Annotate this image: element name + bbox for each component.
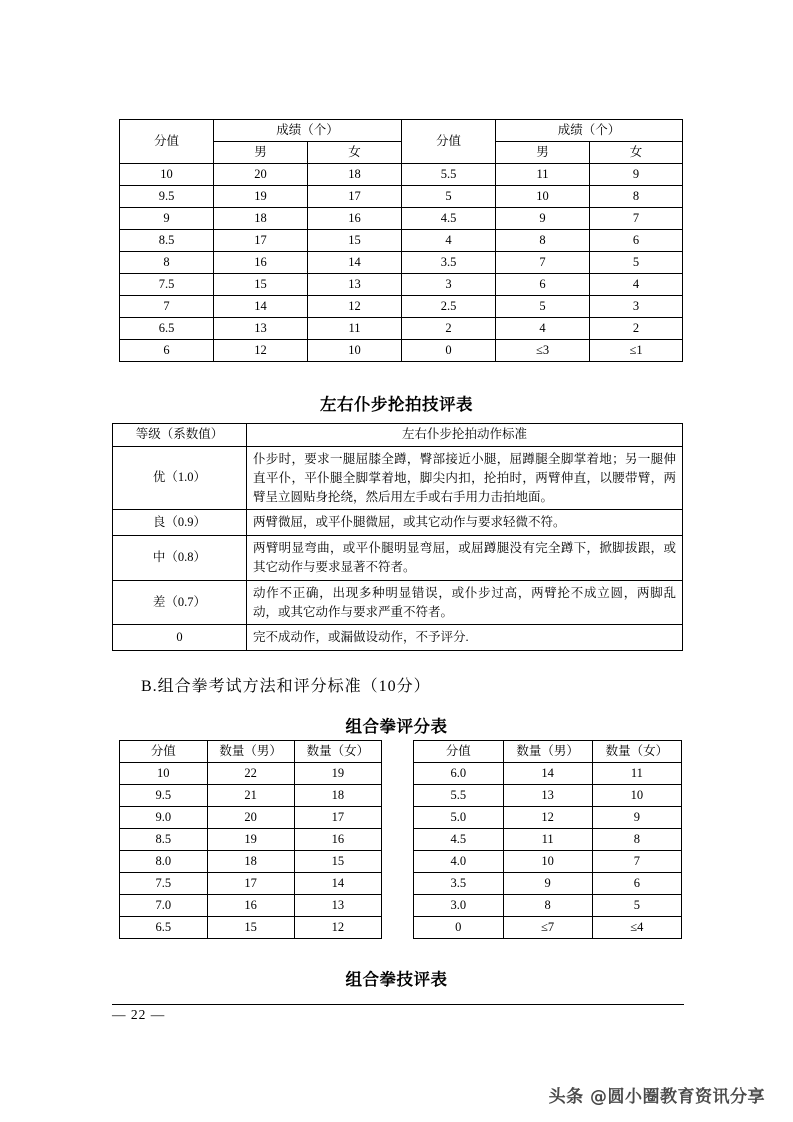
- header-standard: 左右仆步抡拍动作标准: [247, 424, 683, 447]
- cell-score-right: 4.5: [402, 208, 496, 230]
- cell-score-right: 5.5: [402, 164, 496, 186]
- header-count-female: 数量（女）: [294, 741, 381, 763]
- cell-male-left: 16: [214, 252, 308, 274]
- table-row: [113, 536, 683, 581]
- pubu-table-title: 左右仆步抡拍技评表: [320, 395, 473, 414]
- cell-score: 4.5: [414, 829, 504, 851]
- cell-female-left: 18: [308, 164, 402, 186]
- cell-male-right: 10: [496, 186, 590, 208]
- watermark-text: 头条 @圆小圈教育资讯分享: [548, 1087, 765, 1107]
- cell-male-right: 7: [496, 252, 590, 274]
- cell-male: 12: [503, 807, 592, 829]
- page-number: — 22 —: [112, 1007, 166, 1022]
- cell-female: 11: [592, 763, 681, 785]
- cell-standard-description: 动作不正确，出现多种明显错误，或仆步过高，两臂抡不成立圆，两脚乱动，或其它动作与要求严重不符者。: [247, 580, 683, 625]
- pubu-grade-table: [112, 423, 683, 651]
- table-header-row: [113, 424, 683, 447]
- table-row: [120, 274, 683, 296]
- cell-female: 13: [294, 895, 381, 917]
- cell-female: 8: [592, 829, 681, 851]
- table-row: [120, 164, 683, 186]
- cell-male-left: 19: [214, 186, 308, 208]
- table-header-row: [120, 741, 382, 763]
- cell-female: 18: [294, 785, 381, 807]
- cell-grade: 差（0.7）: [113, 580, 247, 625]
- cell-score-left: 10: [120, 164, 214, 186]
- table-row: [113, 625, 683, 651]
- cell-female-left: 17: [308, 186, 402, 208]
- cell-male-left: 18: [214, 208, 308, 230]
- header-count-male: 数量（男）: [503, 741, 592, 763]
- cell-female: 7: [592, 851, 681, 873]
- footer-divider: [112, 1004, 684, 1005]
- table-row: [414, 851, 682, 873]
- cell-male: 20: [207, 807, 294, 829]
- cell-female-right: 8: [590, 186, 683, 208]
- header-female-right: 女: [590, 142, 683, 164]
- cell-male-left: 13: [214, 318, 308, 340]
- table-row: [120, 208, 683, 230]
- table-row: [120, 763, 382, 785]
- cell-male-right: 6: [496, 274, 590, 296]
- header-result-right: 成绩（个）: [496, 120, 683, 142]
- cell-female-left: 15: [308, 230, 402, 252]
- table-row: [414, 807, 682, 829]
- cell-score: 3.5: [414, 873, 504, 895]
- cell-score-left: 7.5: [120, 274, 214, 296]
- cell-score-right: 0: [402, 340, 496, 362]
- cell-male-left: 12: [214, 340, 308, 362]
- cell-score-left: 8.5: [120, 230, 214, 252]
- cell-score-left: 6.5: [120, 318, 214, 340]
- cell-male: 8: [503, 895, 592, 917]
- cell-score: 5.5: [414, 785, 504, 807]
- cell-female: 16: [294, 829, 381, 851]
- header-result-left: 成绩（个）: [214, 120, 402, 142]
- cell-female: 19: [294, 763, 381, 785]
- cell-score-right: 5: [402, 186, 496, 208]
- cell-male: 22: [207, 763, 294, 785]
- cell-score-left: 8: [120, 252, 214, 274]
- table-row: [414, 763, 682, 785]
- cell-male: 14: [503, 763, 592, 785]
- cell-score-right: 3: [402, 274, 496, 296]
- header-male-left: 男: [214, 142, 308, 164]
- cell-male: 18: [207, 851, 294, 873]
- cell-male: 13: [503, 785, 592, 807]
- cell-female-left: 10: [308, 340, 402, 362]
- cell-male: 10: [503, 851, 592, 873]
- score-result-table-container: [119, 119, 682, 362]
- zuhequan-jiping-table-title: 组合拳技评表: [345, 970, 448, 989]
- table-row: [113, 580, 683, 625]
- cell-score-right: 2: [402, 318, 496, 340]
- cell-male: 16: [207, 895, 294, 917]
- cell-female: 17: [294, 807, 381, 829]
- cell-male-left: 17: [214, 230, 308, 252]
- cell-score: 7.5: [120, 873, 208, 895]
- table-row: [120, 785, 382, 807]
- table-header-row: [120, 120, 683, 142]
- cell-male: 21: [207, 785, 294, 807]
- cell-male-right: 8: [496, 230, 590, 252]
- cell-female-right: 7: [590, 208, 683, 230]
- cell-score-left: 7: [120, 296, 214, 318]
- table-row: [414, 917, 682, 939]
- zuhequan-table-title: 组合拳评分表: [345, 717, 448, 736]
- cell-score-left: 9.5: [120, 186, 214, 208]
- table-row: [120, 318, 683, 340]
- cell-female-right: 3: [590, 296, 683, 318]
- cell-female-left: 13: [308, 274, 402, 296]
- cell-male: 11: [503, 829, 592, 851]
- cell-male: 19: [207, 829, 294, 851]
- section-heading-b: B.组合拳考试方法和评分标准（10分）: [141, 678, 431, 695]
- header-score: 分值: [414, 741, 504, 763]
- cell-female-left: 16: [308, 208, 402, 230]
- cell-standard-description: 完不成动作，或漏做设动作，不予评分.: [247, 625, 683, 651]
- cell-male: 15: [207, 917, 294, 939]
- cell-grade: 中（0.8）: [113, 536, 247, 581]
- cell-standard-description: 两臂明显弯曲，或平仆腿明显弯屈，或屈蹲腿没有完全蹲下，掀脚拔跟，或其它动作与要求显著不符者。: [247, 536, 683, 581]
- cell-female-right: 9: [590, 164, 683, 186]
- cell-male: 9: [503, 873, 592, 895]
- cell-female-left: 11: [308, 318, 402, 340]
- table-row: [120, 895, 382, 917]
- cell-male: 17: [207, 873, 294, 895]
- table-row: [414, 895, 682, 917]
- table-row: [113, 510, 683, 536]
- cell-female-right: ≤1: [590, 340, 683, 362]
- zuhequan-table-right: [413, 740, 682, 939]
- table-row: [113, 447, 683, 510]
- cell-grade: 良（0.9）: [113, 510, 247, 536]
- cell-female: 5: [592, 895, 681, 917]
- cell-female-right: 2: [590, 318, 683, 340]
- cell-score: 4.0: [414, 851, 504, 873]
- cell-score-left: 9: [120, 208, 214, 230]
- header-count-male: 数量（男）: [207, 741, 294, 763]
- cell-score: 9.5: [120, 785, 208, 807]
- cell-male-right: 9: [496, 208, 590, 230]
- table-row: [120, 340, 683, 362]
- cell-score: 8.0: [120, 851, 208, 873]
- cell-score-right: 3.5: [402, 252, 496, 274]
- table-row: [120, 296, 683, 318]
- cell-female-right: 5: [590, 252, 683, 274]
- cell-male-left: 20: [214, 164, 308, 186]
- table-row: [120, 807, 382, 829]
- cell-score: 7.0: [120, 895, 208, 917]
- cell-male: ≤7: [503, 917, 592, 939]
- table-row: [414, 785, 682, 807]
- table-row: [120, 186, 683, 208]
- cell-grade: 优（1.0）: [113, 447, 247, 510]
- cell-score-right: 4: [402, 230, 496, 252]
- cell-female: 10: [592, 785, 681, 807]
- cell-score: 5.0: [414, 807, 504, 829]
- header-score-left: 分值: [120, 120, 214, 164]
- table-row: [414, 829, 682, 851]
- table-header-row: [414, 741, 682, 763]
- table-row: [120, 917, 382, 939]
- header-score-right: 分值: [402, 120, 496, 164]
- zuhequan-table-left-container: [119, 740, 382, 939]
- header-female-left: 女: [308, 142, 402, 164]
- cell-female-left: 12: [308, 296, 402, 318]
- table-row: [414, 873, 682, 895]
- cell-score: 6.5: [120, 917, 208, 939]
- cell-female: 12: [294, 917, 381, 939]
- table-row: [120, 873, 382, 895]
- cell-male-right: 11: [496, 164, 590, 186]
- table-row: [120, 851, 382, 873]
- header-score: 分值: [120, 741, 208, 763]
- table-row: [120, 829, 382, 851]
- cell-score: 8.5: [120, 829, 208, 851]
- pubu-grade-table-container: [112, 423, 682, 651]
- cell-male-right: 5: [496, 296, 590, 318]
- cell-female-right: 6: [590, 230, 683, 252]
- cell-female: 6: [592, 873, 681, 895]
- table-row: [120, 230, 683, 252]
- header-male-right: 男: [496, 142, 590, 164]
- cell-female: 9: [592, 807, 681, 829]
- cell-male-right: ≤3: [496, 340, 590, 362]
- cell-female: 15: [294, 851, 381, 873]
- cell-score: 3.0: [414, 895, 504, 917]
- cell-male-right: 4: [496, 318, 590, 340]
- header-grade: 等级（系数值）: [113, 424, 247, 447]
- cell-standard-description: 仆步时，要求一腿屈膝全蹲，臀部接近小腿，屈蹲腿全脚掌着地；另一腿伸直平仆，平仆腿全脚掌着地，脚尖内扣，抡拍时，两臂伸直，以腰带臂，两臂呈立圆贴身抡绕，然后用左手或右手用力击拍地面。: [247, 447, 683, 510]
- cell-score-right: 2.5: [402, 296, 496, 318]
- score-result-table: [119, 119, 683, 362]
- zuhequan-table-left: [119, 740, 382, 939]
- cell-score-left: 6: [120, 340, 214, 362]
- cell-standard-description: 两臂微屈，或平仆腿微屈，或其它动作与要求轻微不符。: [247, 510, 683, 536]
- cell-score: 0: [414, 917, 504, 939]
- cell-female: 14: [294, 873, 381, 895]
- cell-female-left: 14: [308, 252, 402, 274]
- cell-female-right: 4: [590, 274, 683, 296]
- cell-male-left: 15: [214, 274, 308, 296]
- cell-score: 9.0: [120, 807, 208, 829]
- cell-score: 6.0: [414, 763, 504, 785]
- cell-score: 10: [120, 763, 208, 785]
- zuhequan-table-right-container: [413, 740, 682, 939]
- cell-male-left: 14: [214, 296, 308, 318]
- cell-female: ≤4: [592, 917, 681, 939]
- cell-grade: 0: [113, 625, 247, 651]
- header-count-female: 数量（女）: [592, 741, 681, 763]
- table-row: [120, 252, 683, 274]
